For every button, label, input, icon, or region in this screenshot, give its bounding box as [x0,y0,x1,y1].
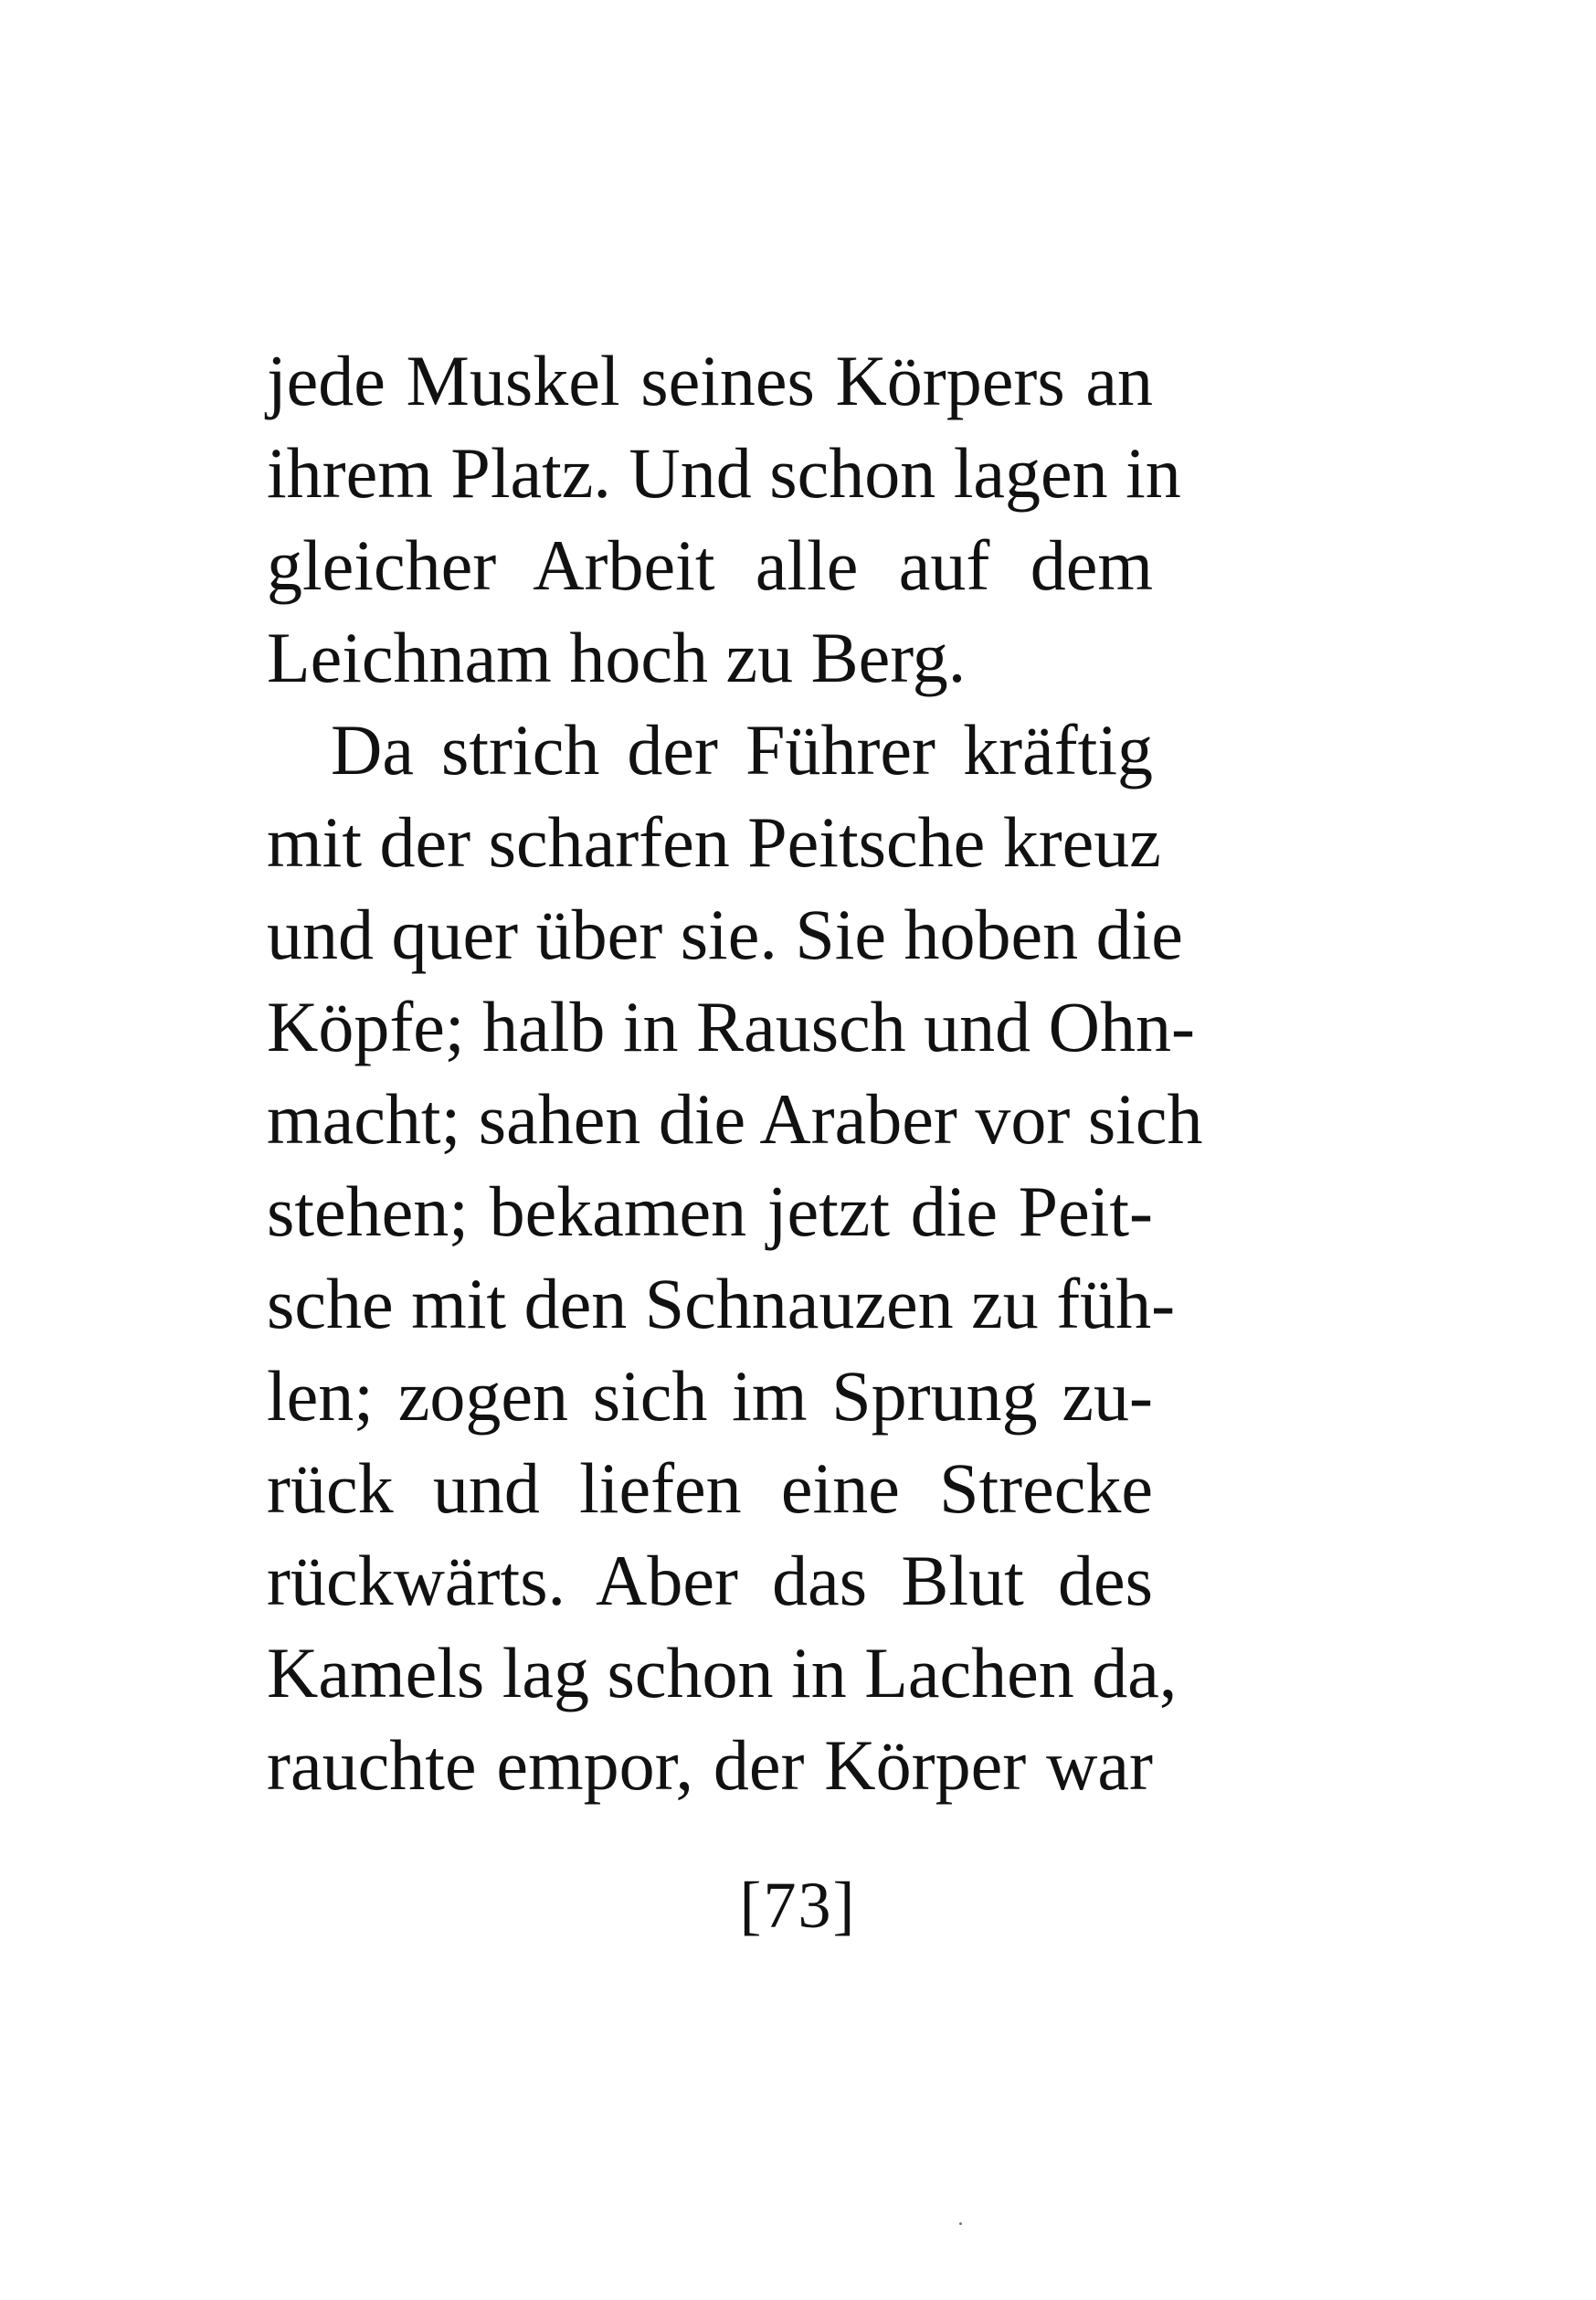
text-line: gleicher Arbeit alle auf dem [267,525,1153,605]
text-line: stehen; bekamen jetzt die Peit- [267,1171,1153,1251]
text-line: sche mit den Schnauzen zu füh- [267,1264,1176,1343]
text-line: und quer über sie. Sie hoben die [267,895,1183,974]
text-line: Kamels lag schon in Lachen da, [267,1633,1178,1712]
text-line: len; zogen sich im Sprung zu- [267,1356,1153,1436]
text-line: rückwärts. Aber das Blut des [267,1541,1153,1620]
paragraph-2 [267,704,1203,1811]
text-line: Leichnam hoch zu Berg. [267,618,967,697]
body-text [267,334,1203,1811]
paper-speck [959,2222,962,2225]
text-line: rück und liefen eine Strecke [267,1448,1153,1528]
text-line: macht; sahen die Araber vor sich [267,1079,1203,1159]
text-line: rauchte empor, der Körper war [267,1725,1153,1805]
text-line: jede Muskel seines Körpers an [267,341,1153,420]
page-number: [73] [739,1869,857,1942]
text-line: Da strich der Führer kräftig [331,710,1153,790]
text-line: mit der scharfen Peitsche kreuz [267,802,1161,882]
paragraph-1 [267,334,1181,704]
text-line: Köpfe; halb in Rausch und Ohn- [267,987,1195,1066]
text-line: ihrem Platz. Und schon lagen in [267,433,1181,513]
